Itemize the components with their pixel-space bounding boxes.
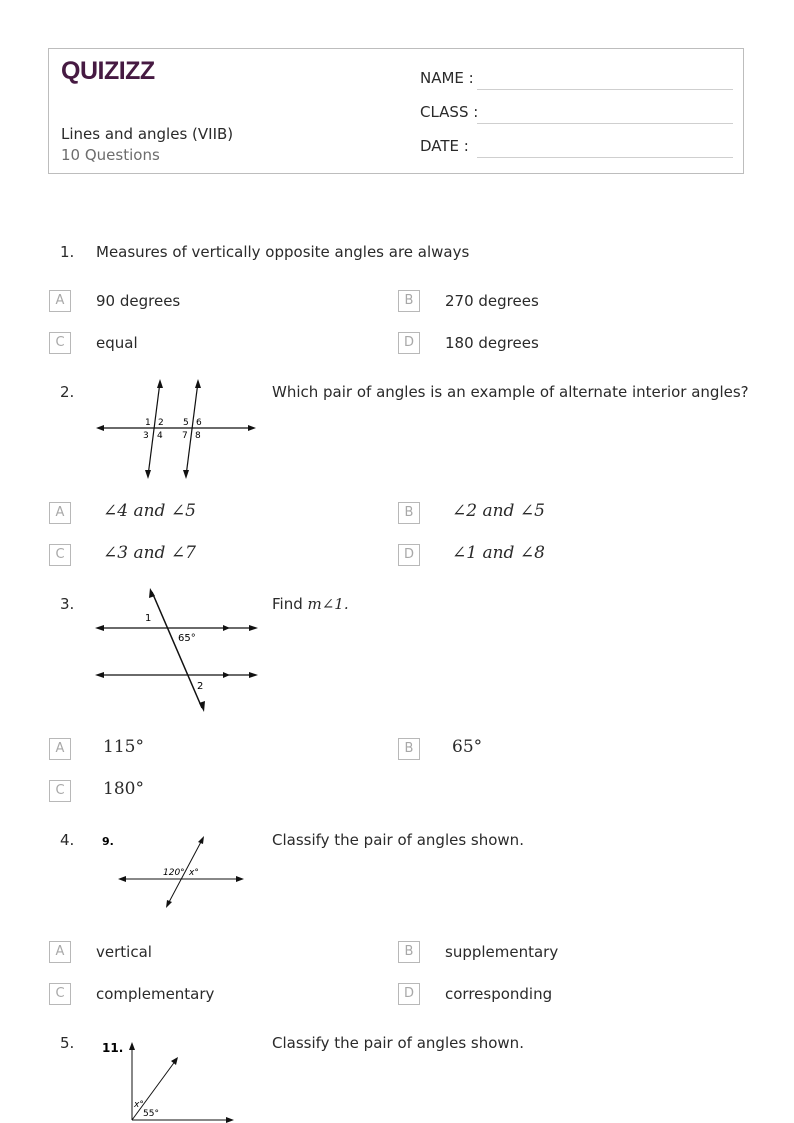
question-text xyxy=(272,595,349,613)
angle-label-2: 2 xyxy=(158,418,164,428)
option-c-text: complementary xyxy=(96,985,215,1003)
option-b-box[interactable]: B xyxy=(398,502,420,524)
option-a-box[interactable]: A xyxy=(49,290,71,312)
name-field[interactable] xyxy=(477,89,733,90)
question-number: 3. xyxy=(60,595,75,613)
angle-label-8: 8 xyxy=(195,431,201,441)
option-c-text: 180° xyxy=(103,779,144,799)
angle-1-label: 1 xyxy=(145,613,152,624)
option-a-text: vertical xyxy=(96,943,152,961)
intersecting-lines-figure xyxy=(96,828,256,912)
question-text-prefix: Find xyxy=(272,595,308,613)
option-b-box[interactable]: B xyxy=(398,290,420,312)
question-text: Which pair of angles is an example of alternate interior angles? xyxy=(272,383,749,401)
option-b-text: 270 degrees xyxy=(445,292,539,310)
angle-label-4: 4 xyxy=(157,431,163,441)
figure-number: 9. xyxy=(102,835,114,848)
angle-120-label: 120° xyxy=(163,868,185,878)
option-c-box[interactable]: C xyxy=(49,983,71,1005)
worksheet-title: Lines and angles (VIIB) xyxy=(61,125,234,143)
date-label: DATE : xyxy=(420,137,469,155)
option-d-box[interactable]: D xyxy=(398,332,420,354)
parallel-lines-figure xyxy=(92,376,260,480)
transversal-figure xyxy=(92,586,262,716)
given-angle-label: 65° xyxy=(178,633,196,644)
option-c-box[interactable]: C xyxy=(49,544,71,566)
question-text: Classify the pair of angles shown. xyxy=(272,1034,524,1052)
adjacent-angles-figure xyxy=(96,1034,246,1123)
option-a-box[interactable]: A xyxy=(49,941,71,963)
option-b-text: 65° xyxy=(452,737,483,757)
figure-number: 11. xyxy=(102,1041,124,1055)
option-a-box[interactable]: A xyxy=(49,738,71,760)
angle-label-1: 1 xyxy=(145,418,151,428)
question-number: 1. xyxy=(60,243,75,261)
name-label: NAME : xyxy=(420,69,474,87)
question-text: Classify the pair of angles shown. xyxy=(272,831,524,849)
question-math: m∠1. xyxy=(307,595,349,613)
option-a-text: 115° xyxy=(103,737,144,757)
angle-label-3: 3 xyxy=(143,431,149,441)
option-d-text: ∠1 and ∠8 xyxy=(452,543,545,563)
date-field[interactable] xyxy=(477,157,733,158)
option-b-text: ∠2 and ∠5 xyxy=(452,501,545,521)
angle-label-6: 6 xyxy=(196,418,202,428)
option-c-box[interactable]: C xyxy=(49,780,71,802)
option-d-box[interactable]: D xyxy=(398,983,420,1005)
option-c-box[interactable]: C xyxy=(49,332,71,354)
option-c-text: ∠3 and ∠7 xyxy=(103,543,196,563)
question-number: 5. xyxy=(60,1034,75,1052)
angle-2-label: 2 xyxy=(197,681,204,692)
question-count: 10 Questions xyxy=(61,146,160,164)
option-d-text: corresponding xyxy=(445,985,553,1003)
option-c-text: equal xyxy=(96,334,138,352)
angle-label-5: 5 xyxy=(183,418,189,428)
option-b-box[interactable]: B xyxy=(398,738,420,760)
question-number: 2. xyxy=(60,383,75,401)
question-number: 4. xyxy=(60,831,75,849)
option-a-box[interactable]: A xyxy=(49,502,71,524)
option-a-text: ∠4 and ∠5 xyxy=(103,501,196,521)
option-d-box[interactable]: D xyxy=(398,544,420,566)
angle-55-label: 55° xyxy=(143,1109,159,1119)
class-field[interactable] xyxy=(477,123,733,124)
angle-x-label: x° xyxy=(189,868,199,878)
quizizz-logo: QUIZIZZ xyxy=(61,57,155,85)
option-b-text: supplementary xyxy=(445,943,559,961)
option-b-box[interactable]: B xyxy=(398,941,420,963)
class-label: CLASS : xyxy=(420,103,479,121)
worksheet-header xyxy=(48,48,744,174)
angle-x-label: x° xyxy=(134,1100,144,1110)
option-d-text: 180 degrees xyxy=(445,334,539,352)
angle-label-7: 7 xyxy=(182,431,188,441)
option-a-text: 90 degrees xyxy=(96,292,181,310)
question-text: Measures of vertically opposite angles are always xyxy=(96,243,470,261)
